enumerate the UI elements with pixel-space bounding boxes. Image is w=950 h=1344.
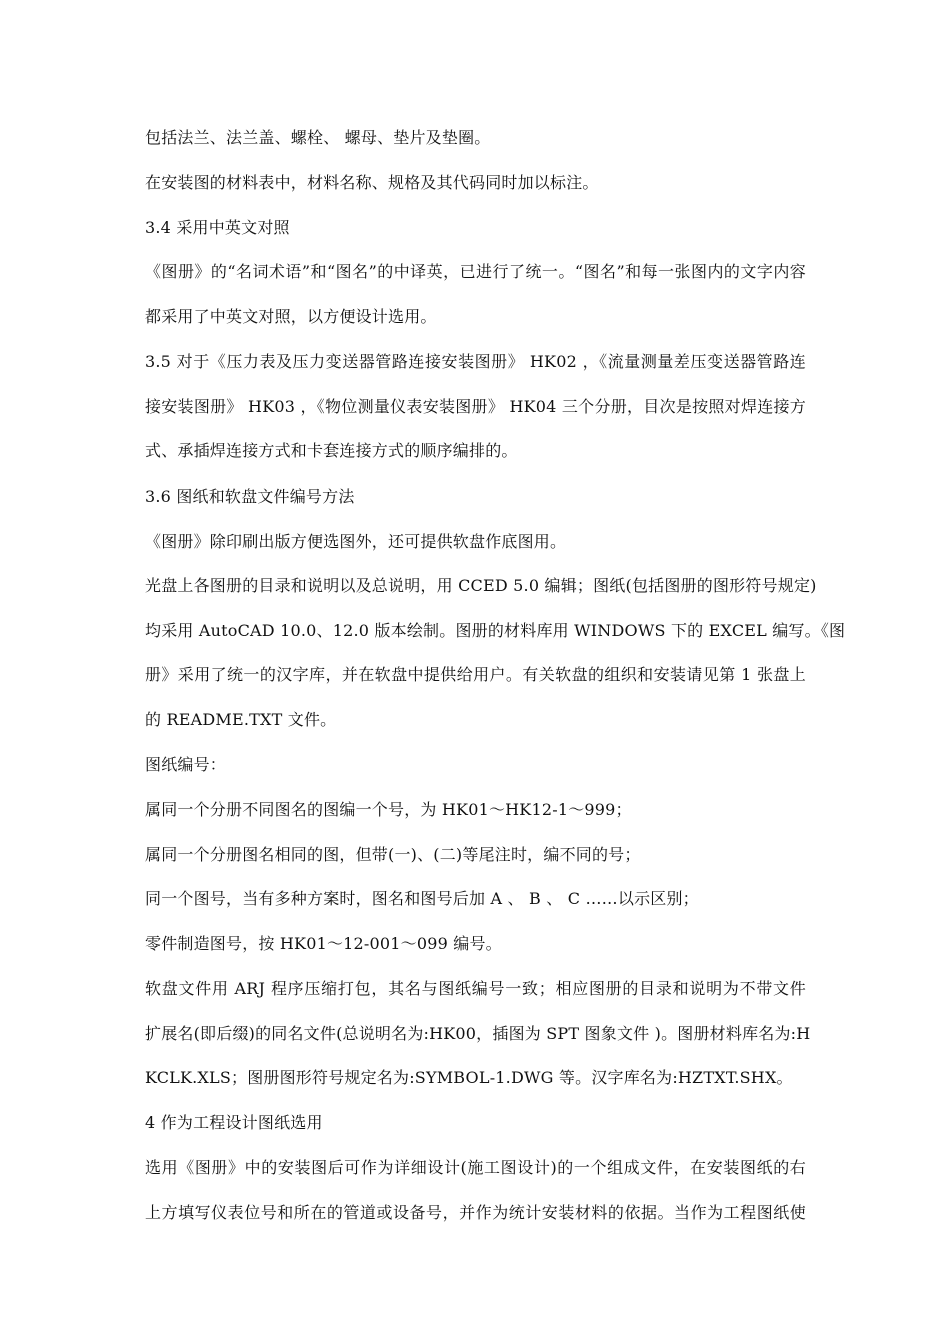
- section-heading: 3.4 采用中英文对照: [145, 218, 290, 237]
- paragraph-line: 《图册》除印刷出版方便选图外，还可提供软盘作底图用。: [145, 532, 567, 551]
- section-heading: 4 作为工程设计图纸选用: [145, 1113, 323, 1132]
- paragraph-line: 软盘文件用 ARJ 程序压缩打包，其名与图纸编号一致；相应图册的目录和说明为不带文件: [145, 979, 806, 998]
- paragraph-line: 式、承插焊连接方式和卡套连接方式的顺序编排的。: [145, 441, 518, 460]
- paragraph-line: 《图册》的“名词术语”和“图名”的中译英，已进行了统一。“图名”和每一张图内的文字内容: [145, 262, 806, 281]
- paragraph-line: 零件制造图号，按 HK01～12-001～099 编号。: [145, 934, 502, 953]
- paragraph-line: 均采用 AutoCAD 10.0、12.0 版本绘制。图册的材料库用 WINDOWS 下的 EXCEL 编写。《图: [145, 621, 846, 640]
- paragraph-line: 包括法兰、法兰盖、螺栓、 螺母、垫片及垫圈。: [145, 128, 491, 147]
- paragraph-line: 上方填写仪表位号和所在的管道或设备号，并作为统计安装材料的依据。当作为工程图纸使: [145, 1203, 806, 1222]
- paragraph-line: 都采用了中英文对照，以方便设计选用。: [145, 307, 437, 326]
- paragraph-line: 册》采用了统一的汉字库，并在软盘中提供给用户。有关软盘的组织和安装请见第 1 张盘上: [145, 665, 806, 684]
- paragraph-line: 属同一个分册不同图名的图编一个号，为 HK01～HK12-1～999；: [145, 800, 632, 819]
- paragraph-line: 扩展名(即后缀)的同名文件(总说明名为:HK00，插图为 SPT 图象文件 )。图册材料库名为:H: [145, 1024, 811, 1043]
- paragraph-line: 接安装图册》 HK03 ，《物位测量仪表安装图册》 HK04 三个分册，目次是按照对焊连接方: [145, 397, 806, 416]
- paragraph-line: 3.5 对于《压力表及压力变送器管路连接安装图册》 HK02 ，《流量测量差压变送器管路连: [145, 352, 806, 371]
- paragraph-line: 的 README.TXT 文件。: [145, 710, 337, 729]
- paragraph-line: KCLK.XLS；图册图形符号规定名为:SYMBOL-1.DWG 等。汉字库名为:HZTXT.SHX。: [145, 1068, 793, 1087]
- paragraph-line: 同一个图号，当有多种方案时，图名和图号后加 A 、 B 、 C ……以示区别；: [145, 889, 699, 908]
- paragraph-line: 选用《图册》中的安装图后可作为详细设计(施工图设计)的一个组成文件，在安装图纸的右: [145, 1158, 806, 1177]
- paragraph-line: 在安装图的材料表中，材料名称、规格及其代码同时加以标注。: [145, 173, 599, 192]
- paragraph-line: 图纸编号：: [145, 755, 227, 774]
- section-heading: 3.6 图纸和软盘文件编号方法: [145, 487, 355, 506]
- paragraph-line: 属同一个分册图名相同的图，但带(一)、(二)等尾注时，编不同的号；: [145, 845, 641, 864]
- paragraph-line: 光盘上各图册的目录和说明以及总说明，用 CCED 5.0 编辑；图纸(包括图册的图形符号规定): [145, 576, 817, 595]
